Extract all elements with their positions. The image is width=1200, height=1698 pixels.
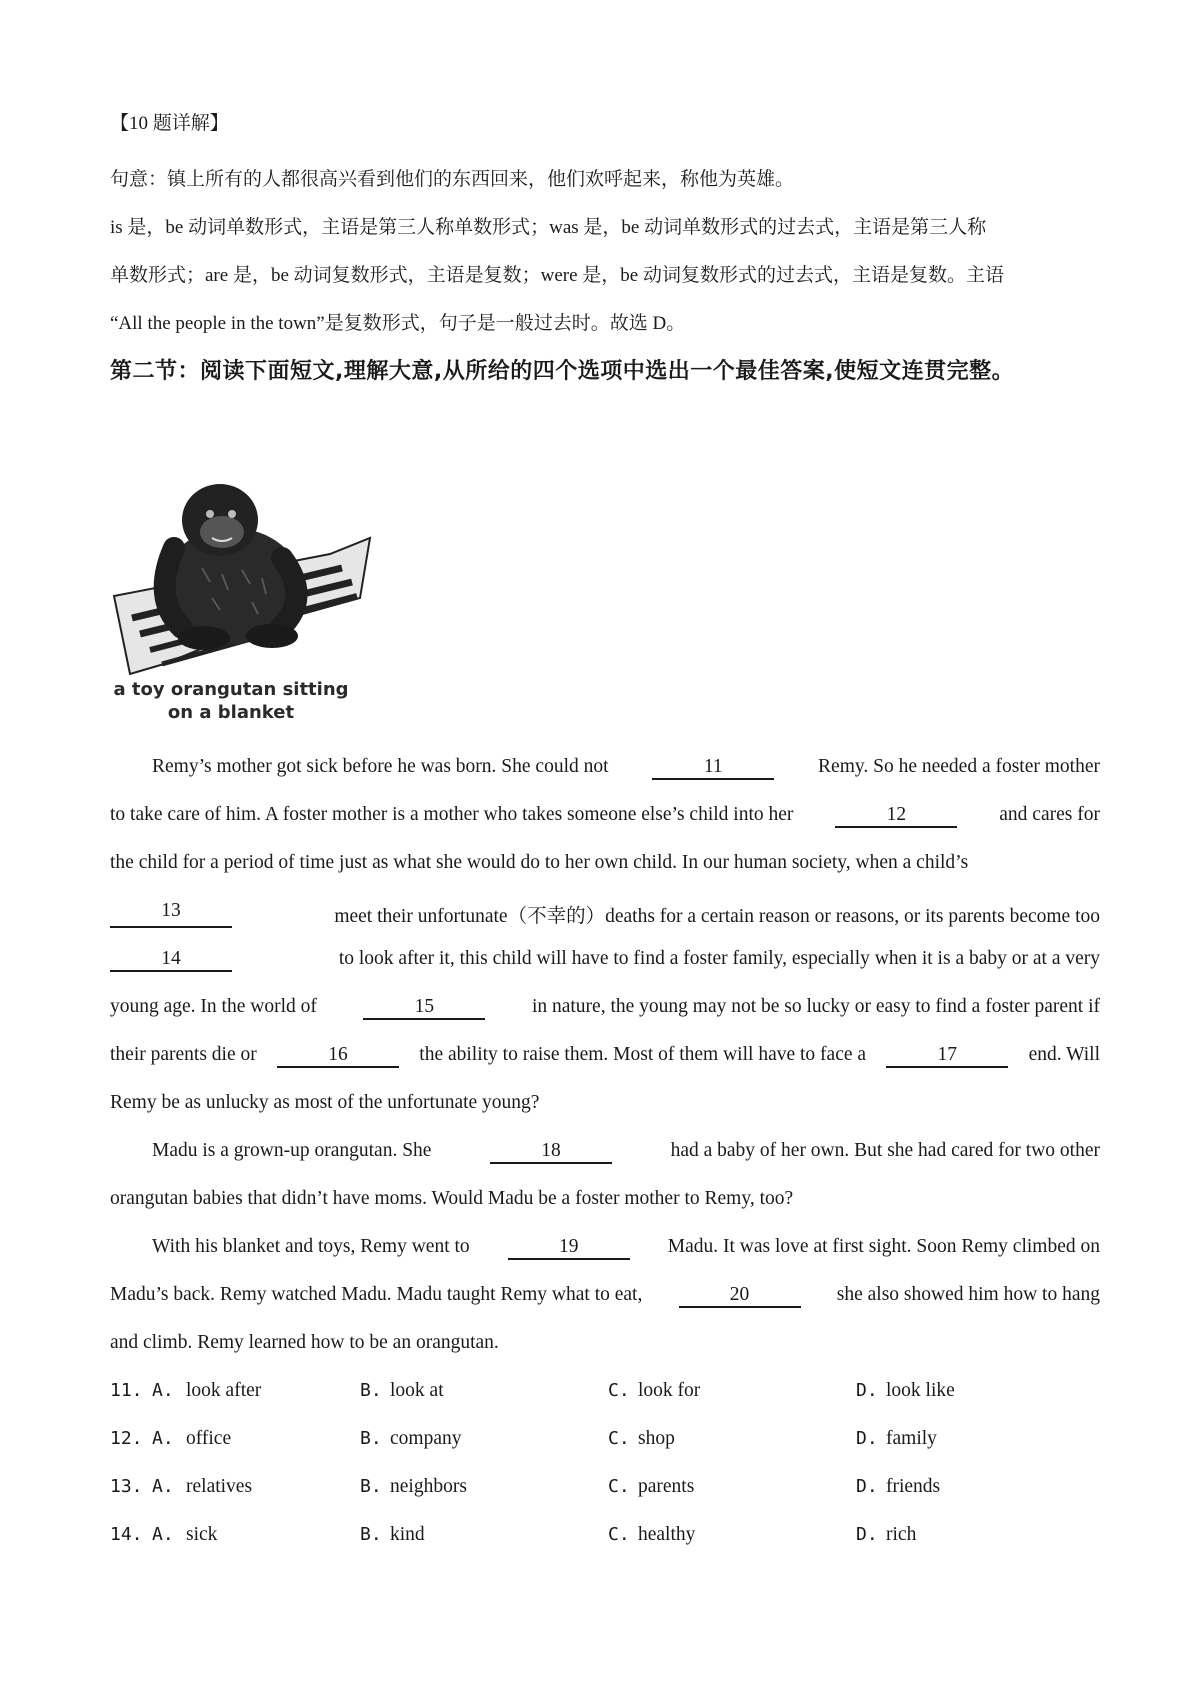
option-letter: A. [152,1524,174,1545]
passage-line: Remy be as unlucky as most of the unfortunate young? [110,1092,540,1113]
caption-line: a toy orangutan sitting [113,679,349,700]
option-letter: D. [856,1428,878,1449]
option-letter: A. [152,1476,174,1497]
option-letter: C. [608,1380,630,1401]
explanation-line: 句意：镇上所有的人都很高兴看到他们的东西回来，他们欢呼起来，称他为英雄。 [110,169,795,190]
passage-line: and climb. Remy learned how to be an orangutan. [110,1332,499,1353]
question-number: 14. [110,1524,143,1545]
passage-line: 13 meet their unfortunate（不幸的）deaths for a certain reason or reasons, or its parents become too [110,900,1100,928]
option-a[interactable]: office [186,1428,232,1449]
blank-14: 14 [110,948,232,972]
passage-line: With his blanket and toys, Remy went to 19 Madu. It was love at first sight. Soon Remy climbed on [152,1236,1100,1260]
option-d[interactable]: rich [886,1524,917,1545]
passage-line: Remy’s mother got sick before he was born. She could not 11 Remy. So he needed a foster mother [152,756,1100,780]
option-b[interactable]: company [390,1428,462,1449]
passage-line: Madu’s back. Remy watched Madu. Madu taught Remy what to eat, 20 she also showed him how to hang [110,1284,1100,1308]
option-letter: B. [360,1476,382,1497]
question-options-11 [110,1380,1100,1406]
option-a[interactable]: sick [186,1524,218,1545]
explanation-line: 单数形式；are 是，be 动词复数形式，主语是复数；were 是，be 动词复数形式的过去式，主语是复数。主语 [110,265,1004,286]
blank-16: 16 [277,1044,399,1068]
blank-11: 11 [652,756,774,780]
blank-15: 15 [363,996,485,1020]
passage-line: to take care of him. A foster mother is a mother who takes someone else’s child into her 12 and cares for [110,804,1100,828]
option-d[interactable]: family [886,1428,937,1449]
question-options-13 [110,1476,1100,1502]
question-number: 11. [110,1380,143,1401]
blank-13: 13 [110,900,232,928]
option-letter: C. [608,1428,630,1449]
option-letter: B. [360,1524,382,1545]
option-letter: C. [608,1524,630,1545]
passage-line: their parents die or 16 the ability to raise them. Most of them will have to face a 17 end. Will [110,1044,1100,1068]
blank-19: 19 [508,1236,630,1260]
orangutan-on-blanket-image [112,478,382,678]
option-letter: B. [360,1428,382,1449]
question-options-12 [110,1428,1100,1454]
figure-caption [112,678,350,724]
explanation-heading: 【10 题详解】 [110,113,229,134]
passage-line: Madu is a grown-up orangutan. She 18 had a baby of her own. But she had cared for two other [152,1140,1100,1164]
option-c[interactable]: look for [638,1380,701,1401]
section-title: 第二节：阅读下面短文,理解大意,从所给的四个选项中选出一个最佳答案,使短文连贯完整。 [110,359,1015,384]
question-options-14 [110,1524,1100,1550]
option-letter: A. [152,1380,174,1401]
option-b[interactable]: neighbors [390,1476,467,1497]
option-c[interactable]: healthy [638,1524,696,1545]
question-number: 12. [110,1428,143,1449]
option-letter: D. [856,1524,878,1545]
option-a[interactable]: relatives [186,1476,253,1497]
option-c[interactable]: shop [638,1428,675,1449]
blank-20: 20 [679,1284,801,1308]
option-d[interactable]: look like [886,1380,955,1401]
passage-line: 14 to look after it, this child will have to find a foster family, especially when it is a baby or at a very [110,948,1100,972]
option-letter: C. [608,1476,630,1497]
blank-17: 17 [886,1044,1008,1068]
explanation-line: is 是，be 动词单数形式，主语是第三人称单数形式；was 是，be 动词单数形式的过去式，主语是第三人称 [110,217,987,238]
option-d[interactable]: friends [886,1476,941,1497]
question-number: 13. [110,1476,143,1497]
option-letter: D. [856,1476,878,1497]
caption-line: on a blanket [167,702,295,723]
blank-12: 12 [835,804,957,828]
option-letter: B. [360,1380,382,1401]
option-letter: D. [856,1380,878,1401]
option-b[interactable]: kind [390,1524,425,1545]
explanation-line: “All the people in the town”是复数形式，句子是一般过去时。故选 D。 [110,313,686,334]
option-letter: A. [152,1428,174,1449]
option-c[interactable]: parents [638,1476,695,1497]
passage-line: the child for a period of time just as what she would do to her own child. In our human society, when a child’s [110,852,969,873]
passage-line: orangutan babies that didn’t have moms. Would Madu be a foster mother to Remy, too? [110,1188,794,1209]
passage-line: young age. In the world of 15 in nature, the young may not be so lucky or easy to find a foster parent if [110,996,1100,1020]
blank-18: 18 [490,1140,612,1164]
option-a[interactable]: look after [186,1380,262,1401]
option-b[interactable]: look at [390,1380,444,1401]
